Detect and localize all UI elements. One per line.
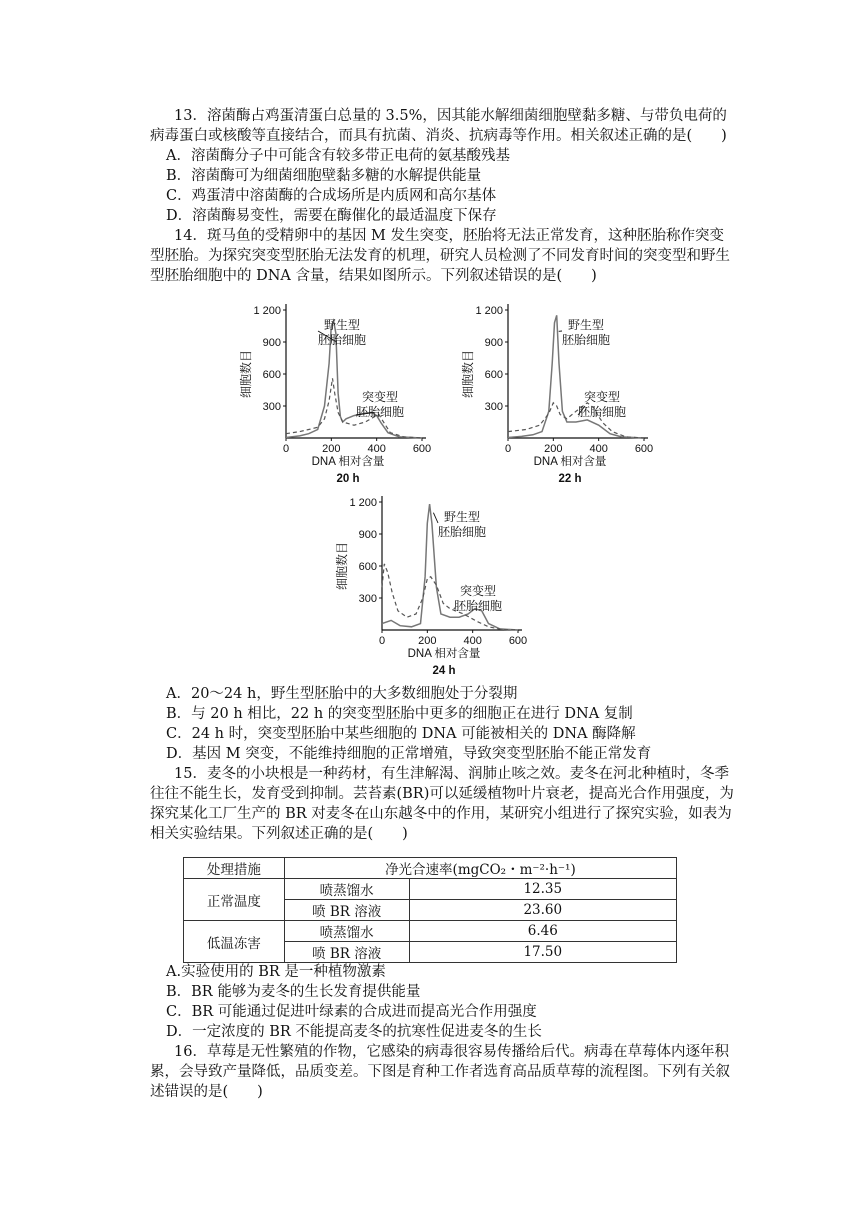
q13-option-d: D．溶菌酶易变性，需要在酶催化的最适温度下保存: [166, 208, 497, 224]
y-tick-label: 1 200: [253, 305, 281, 317]
mutant-label-line2: 胚胎细胞: [577, 405, 627, 419]
y-axis-label: 细胞数目: [461, 349, 475, 399]
cell-value: 12.35: [409, 879, 676, 900]
chart-title: 24 h: [432, 665, 456, 677]
table-row: [184, 921, 677, 942]
y-tick-label: 1 200: [349, 497, 377, 509]
q14-option-c: C．24 h 时，突变型胚胎中某些细胞的 DNA 可能被相关的 DNA 酶降解: [166, 726, 636, 742]
y-tick-label: 900: [358, 529, 377, 541]
q16-stem-line1: 16．草莓是无性繁殖的作物，它感染的病毒很容易传播给后代。病毒在草莓体内逐年积: [174, 1044, 729, 1060]
q15-stem-line4: 相关实验结果。下列叙述正确的是( ): [150, 826, 408, 842]
y-tick-label: 300: [262, 401, 281, 413]
wildtype-label-line1: 野生型: [323, 318, 361, 332]
group-low-temp-freeze: 低温冻害: [184, 921, 285, 963]
header-treatment: 处理措施: [184, 858, 285, 879]
x-tick-label: 400: [589, 443, 608, 455]
x-tick-label: 400: [463, 635, 482, 647]
cell-spray: 喷蒸馏水: [284, 879, 409, 900]
table-row: [184, 879, 677, 900]
y-tick-label: 600: [484, 369, 503, 381]
series-mutant-line: [382, 564, 518, 630]
group-normal-temp: 正常温度: [184, 879, 285, 921]
q14-stem-line2: 型胚胎。为探究突变型胚胎无法发育的机理，研究人员检测了不同发育时间的突变型和野生: [150, 248, 730, 264]
y-tick-label: 600: [358, 561, 377, 573]
q16-stem-line2: 累，会导致产量降低，品质变差。下图是育种工作者选育高品质草莓的流程图。下列有关叙: [150, 1064, 730, 1080]
wildtype-leader-line: [433, 513, 438, 523]
q16-stem-line3: 述错误的是( ): [150, 1084, 263, 1100]
x-tick-label: 200: [418, 635, 437, 647]
cell-spray: 喷蒸馏水: [284, 921, 409, 942]
x-tick-label: 600: [508, 635, 528, 647]
cell-spray: 喷 BR 溶液: [284, 942, 409, 963]
q13-stem-line2: 病毒蛋白或核酸等直接结合，而具有抗菌、消炎、抗病毒等作用。相关叙述正确的是( ): [150, 128, 727, 144]
y-tick-label: 300: [358, 593, 377, 605]
q15-stem-line2: 往往不能生长，发育受到抑制。芸苔素(BR)可以延缓植物叶片衰老，提高光合作用强度，为: [150, 786, 734, 802]
y-tick-label: 600: [262, 369, 281, 381]
y-tick-label: 900: [484, 337, 503, 349]
x-tick-label: 0: [504, 443, 512, 455]
chart-title: 20 h: [336, 473, 360, 485]
q14-option-d: D．基因 M 突变，不能维持细胞的正常增殖，导致突变型胚胎不能正常发育: [166, 746, 652, 762]
x-tick-label: 200: [322, 443, 341, 455]
chart-20h: [230, 295, 450, 490]
chart-22h: [452, 295, 672, 490]
mutant-label-line2: 胚胎细胞: [453, 599, 503, 613]
q13-option-b: B．溶菌酶可为细菌细胞壁黏多糖的水解提供能量: [166, 168, 482, 184]
wildtype-label-line2: 胚胎细胞: [317, 333, 367, 347]
q13-option-c: C．鸡蛋清中溶菌酶的合成场所是内质网和高尔基体: [166, 188, 497, 204]
q15-data-table: [183, 857, 677, 963]
chart-24h: [326, 487, 546, 682]
cell-value: 17.50: [409, 942, 676, 963]
x-axis-label: DNA 相对含量: [533, 456, 607, 468]
mutant-label-line2: 胚胎细胞: [355, 405, 405, 419]
cell-value: 23.60: [409, 900, 676, 921]
q15-option-d: D．一定浓度的 BR 不能提高麦冬的抗寒性促进麦冬的生长: [166, 1024, 542, 1040]
wildtype-label-line1: 野生型: [443, 510, 481, 524]
q14-option-a: A．20～24 h，野生型胚胎中的大多数细胞处于分裂期: [166, 686, 518, 702]
y-tick-label: 300: [484, 401, 503, 413]
y-axis-label: 细胞数目: [335, 541, 349, 591]
mutant-label-line1: 突变型: [583, 390, 621, 404]
x-axis-label: DNA 相对含量: [407, 648, 481, 660]
q13-stem-line1: 13．溶菌酶占鸡蛋清蛋白总量的 3.5%，因其能水解细菌细胞壁黏多糖、与带负电荷的: [174, 108, 727, 124]
x-axis-label: DNA 相对含量: [311, 456, 385, 468]
q14-stem-line1: 14．斑马鱼的受精卵中的基因 M 发生突变，胚胎将无法正常发育，这种胚胎称作突变: [174, 228, 725, 244]
x-tick-label: 0: [282, 443, 290, 455]
mutant-label-line1: 突变型: [361, 390, 399, 404]
x-tick-label: 400: [367, 443, 386, 455]
mutant-label-line1: 突变型: [459, 584, 497, 598]
q15-option-a: A.实验使用的 BR 是一种植物激素: [166, 964, 386, 980]
table-header-row: [184, 858, 677, 879]
y-tick-label: 1 200: [475, 305, 503, 317]
y-tick-label: 900: [262, 337, 281, 349]
x-tick-label: 0: [378, 635, 386, 647]
wildtype-label-line2: 胚胎细胞: [561, 333, 611, 347]
header-net-photosynthesis: 净光合速率(mgCO₂・m⁻²·h⁻¹): [284, 858, 676, 879]
y-axis-label: 细胞数目: [239, 349, 253, 399]
q15-stem-line3: 探究某化工厂生产的 BR 对麦冬在山东越冬中的作用，某研究小组进行了探究实验，如表为: [150, 806, 732, 822]
q15-option-b: B．BR 能够为麦冬的生长发育提供能量: [166, 984, 421, 1000]
q15-option-c: C．BR 可能通过促进叶绿素的合成进而提高光合作用强度: [166, 1004, 537, 1020]
q15-stem-line1: 15．麦冬的小块根是一种药材，有生津解渴、润肺止咳之效。麦冬在河北种植时，冬季: [174, 766, 729, 782]
wildtype-label-line1: 野生型: [567, 318, 605, 332]
q14-stem-line3: 型胚胎细胞中的 DNA 含量，结果如图所示。下列叙述错误的是( ): [150, 268, 597, 284]
cell-spray: 喷 BR 溶液: [284, 900, 409, 921]
q13-option-a: A．溶菌酶分子中可能含有较多带正电荷的氨基酸残基: [166, 148, 510, 164]
cell-value: 6.46: [409, 921, 676, 942]
q14-option-b: B．与 20 h 相比，22 h 的突变型胚胎中更多的细胞正在进行 DNA 复制: [166, 706, 633, 722]
chart-title: 22 h: [558, 473, 582, 485]
x-tick-label: 600: [634, 443, 654, 455]
wildtype-label-line2: 胚胎细胞: [437, 525, 487, 539]
x-tick-label: 600: [412, 443, 432, 455]
x-tick-label: 200: [544, 443, 563, 455]
